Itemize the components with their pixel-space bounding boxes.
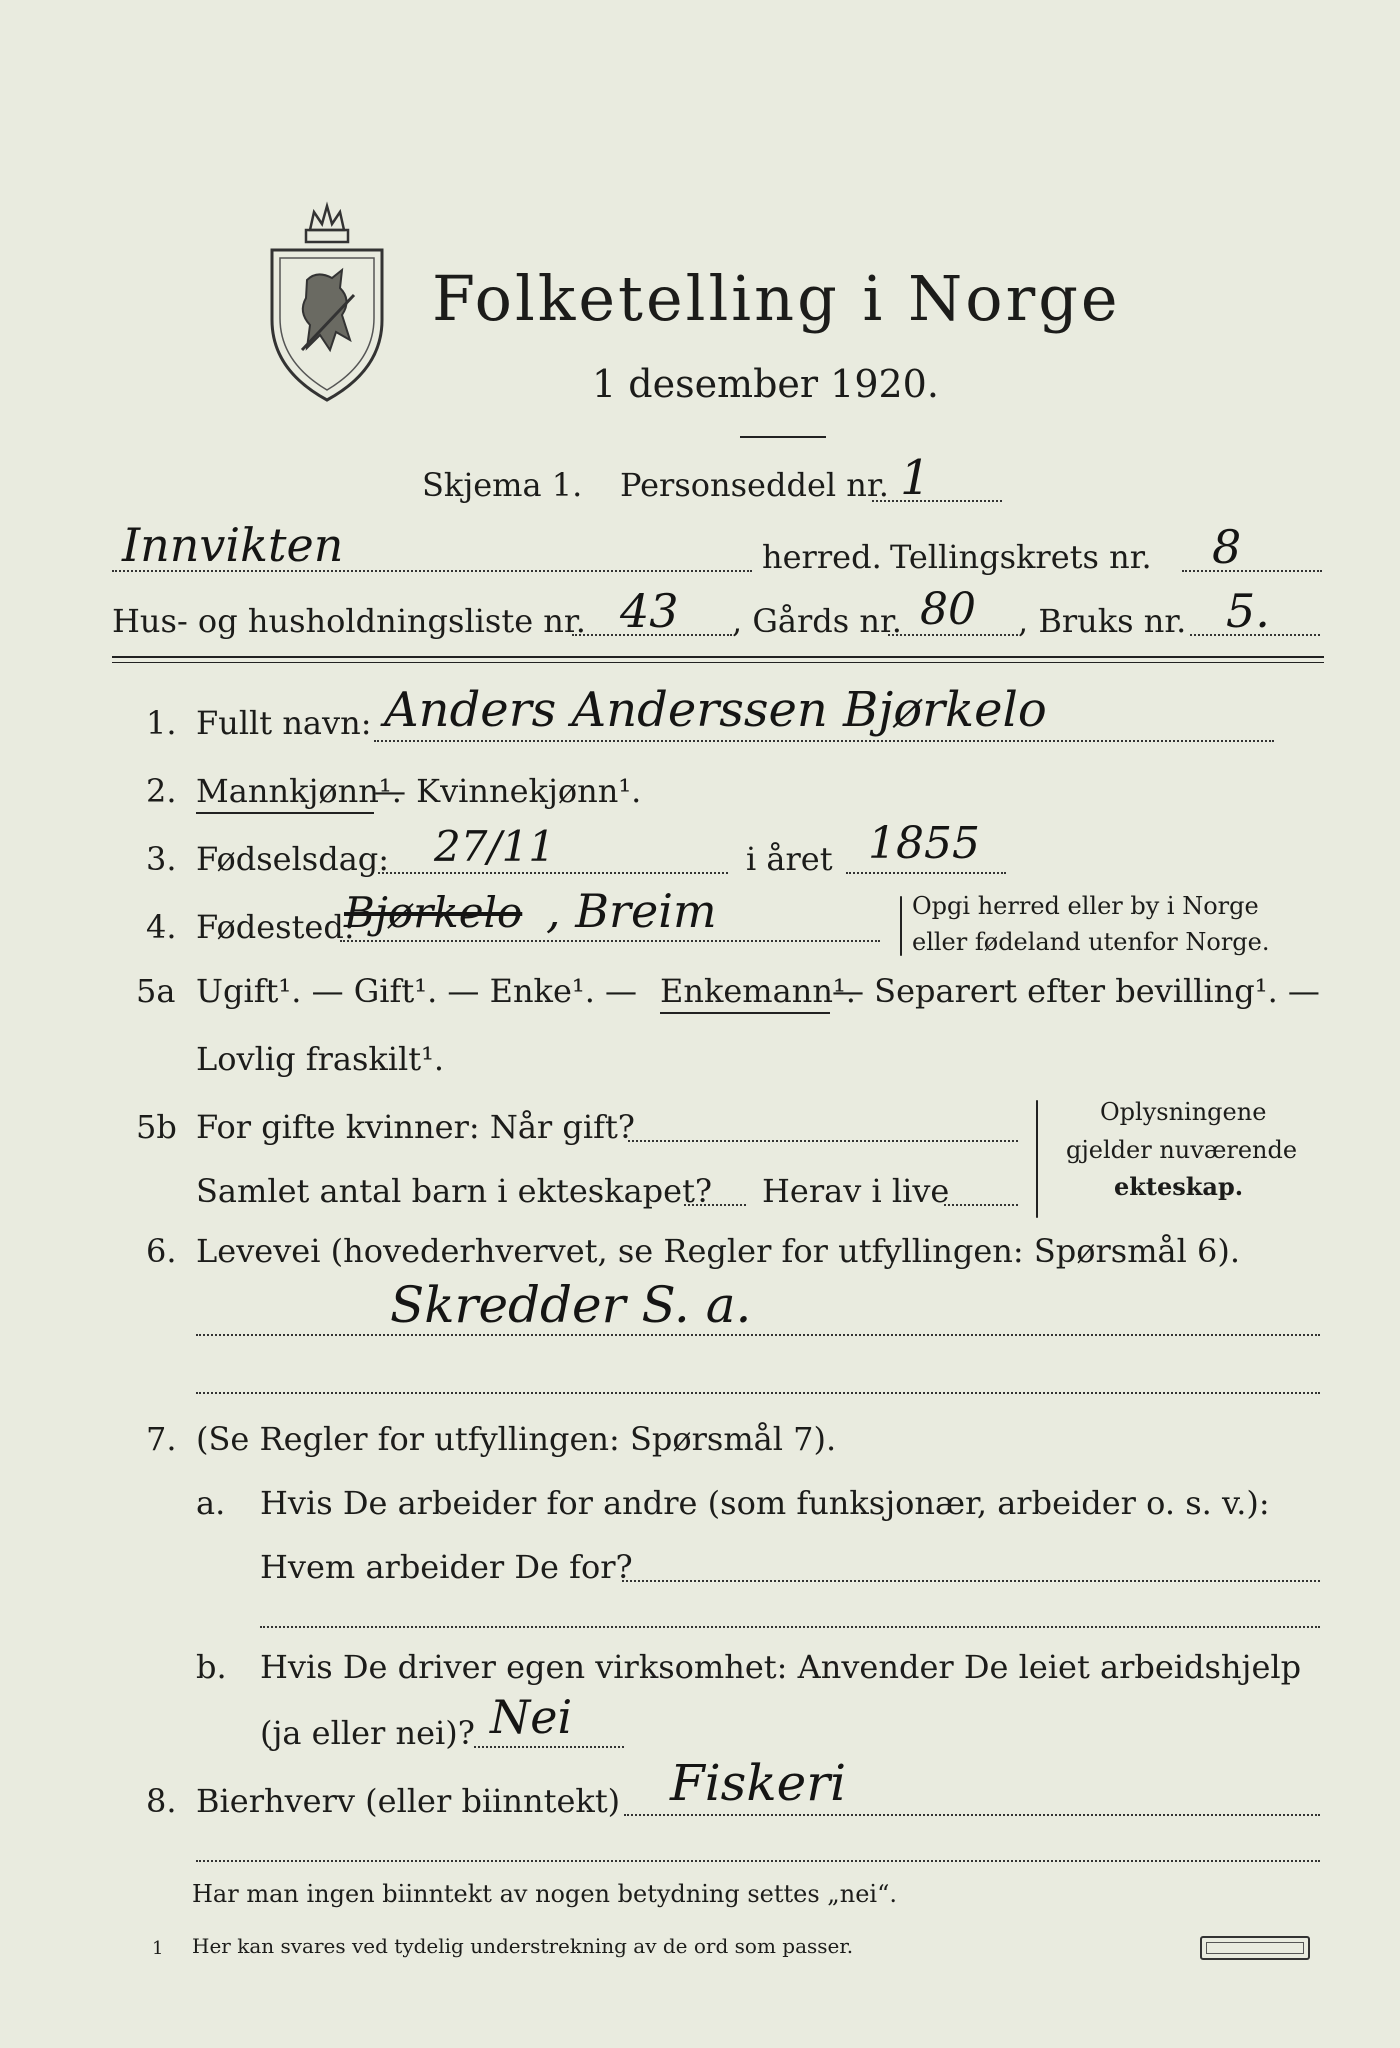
q5a-options-before: Ugift¹. — Gift¹. — Enke¹. —	[196, 972, 638, 1010]
footer-note: Har man ingen biinntekt av nogen betydning settes „nei“.	[192, 1880, 897, 1908]
form-title: Folketelling i Norge	[432, 262, 1121, 335]
q6-number: 6.	[146, 1232, 177, 1270]
q5b-note-line3: ekteskap.	[1114, 1172, 1244, 1201]
q7b-value: Nei	[490, 1690, 573, 1744]
q5b-label1: For gifte kvinner: Når gift?	[196, 1108, 635, 1146]
q3-year-line	[846, 872, 1006, 874]
hus-label: Hus- og husholdningsliste nr.	[112, 602, 586, 640]
q3-value: 27/11	[434, 822, 556, 871]
tellingskrets-line	[1182, 570, 1322, 572]
footnote-number: 1	[152, 1938, 164, 1959]
coat-of-arms-emblem	[262, 200, 392, 410]
herred-label: herred.	[762, 538, 882, 576]
q4-note-brace	[900, 896, 902, 956]
q2-male-option: Mannkjønn¹.	[196, 772, 402, 810]
q5b-line1	[628, 1140, 1018, 1142]
q7b-number: b.	[196, 1648, 227, 1686]
q3-label: Fødselsdag:	[196, 840, 390, 878]
q7b-line	[474, 1746, 624, 1748]
q8-label: Bierhverv (eller biinntekt)	[196, 1782, 621, 1820]
q1-number: 1.	[146, 704, 177, 742]
q5b-label3: Herav i live	[762, 1172, 950, 1210]
footnote-text: Her kan svares ved tydelig understrekning av de ord som passer.	[192, 1934, 854, 1958]
q6-line1	[196, 1334, 1320, 1336]
q5b-line2	[684, 1204, 746, 1206]
q2-other-options: — Kvinnekjønn¹.	[374, 772, 642, 810]
q1-value: Anders Anderssen Bjørkelo	[384, 682, 1047, 738]
tellingskrets-value: 8	[1212, 520, 1242, 574]
q5b-label2: Samlet antal barn i ekteskapet?	[196, 1172, 713, 1210]
q4-value: , Breim	[546, 884, 717, 938]
q5b-note-line1: Oplysningene	[1100, 1098, 1267, 1126]
q6-value: Skredder S. a.	[390, 1276, 752, 1334]
q7-label: (Se Regler for utfyllingen: Spørsmål 7).	[196, 1420, 837, 1458]
section-rule-top	[112, 656, 1324, 658]
q4-note-line2: eller fødeland utenfor Norge.	[912, 928, 1270, 956]
q5a-selected-underline	[660, 1012, 830, 1014]
q3-year-value: 1855	[868, 818, 980, 869]
q8-line1	[624, 1814, 1320, 1816]
q7a-line2	[260, 1626, 1320, 1628]
q1-line	[374, 740, 1274, 742]
q5a-number: 5a	[136, 972, 176, 1010]
q4-note-line1: Opgi herred eller by i Norge	[912, 892, 1259, 920]
q7a-label2: Hvem arbeider De for?	[260, 1548, 633, 1586]
q3-number: 3.	[146, 840, 177, 878]
gards-value: 80	[920, 584, 976, 635]
census-date: 1 desember 1920.	[592, 362, 939, 406]
q5b-note-line2: gjelder nuværende	[1066, 1136, 1298, 1164]
gards-label: , Gårds nr.	[732, 602, 902, 640]
printer-stamp	[1200, 1936, 1310, 1960]
personseddel-label: Personseddel nr.	[620, 466, 889, 504]
bruks-value: 5.	[1226, 584, 1270, 638]
herred-value: Innvikten	[122, 518, 344, 572]
q5b-note-brace	[1036, 1100, 1038, 1218]
q4-struck-value: Bjørkelo	[344, 888, 523, 937]
personseddel-line	[872, 500, 1002, 502]
q4-label: Fødested:	[196, 908, 355, 946]
q4-number: 4.	[146, 908, 177, 946]
q5b-line3	[944, 1204, 1018, 1206]
q7a-line1	[622, 1580, 1320, 1582]
tellingskrets-label: Tellingskrets nr.	[890, 538, 1152, 576]
q5b-number: 5b	[136, 1108, 177, 1146]
herred-line	[112, 570, 752, 572]
q1-label: Fullt navn:	[196, 704, 372, 742]
q5a-options-after: — Separert efter bevilling¹. —	[832, 972, 1320, 1010]
q7b-label2: (ja eller nei)?	[260, 1714, 475, 1752]
schema-label: Skjema 1.	[422, 466, 583, 504]
q3-year-label: i året	[746, 840, 833, 878]
q7a-label: Hvis De arbeider for andre (som funksjonær, arbeider o. s. v.):	[260, 1484, 1270, 1522]
q5a-selected-option: Enkemann¹.	[660, 972, 856, 1010]
q8-number: 8.	[146, 1782, 177, 1820]
q5a-line2: Lovlig fraskilt¹.	[196, 1040, 445, 1078]
title-rule	[740, 436, 826, 438]
bruks-label: , Bruks nr.	[1018, 602, 1187, 640]
q6-line2	[196, 1392, 1320, 1394]
q8-line2	[196, 1860, 1320, 1862]
q2-number: 2.	[146, 772, 177, 810]
hus-value: 43	[620, 584, 679, 638]
q6-label: Levevei (hovederhvervet, se Regler for utfyllingen: Spørsmål 6).	[196, 1232, 1241, 1270]
q2-male-underline	[196, 812, 374, 814]
q7b-label: Hvis De driver egen virksomhet: Anvender De leiet arbeidshjelp	[260, 1648, 1302, 1686]
q3-line	[378, 872, 728, 874]
q4-line	[340, 940, 880, 942]
q7a-number: a.	[196, 1484, 226, 1522]
q7-number: 7.	[146, 1420, 177, 1458]
personseddel-value: 1	[900, 450, 931, 506]
q8-value: Fiskeri	[670, 1754, 847, 1812]
section-rule-bottom	[112, 662, 1324, 663]
